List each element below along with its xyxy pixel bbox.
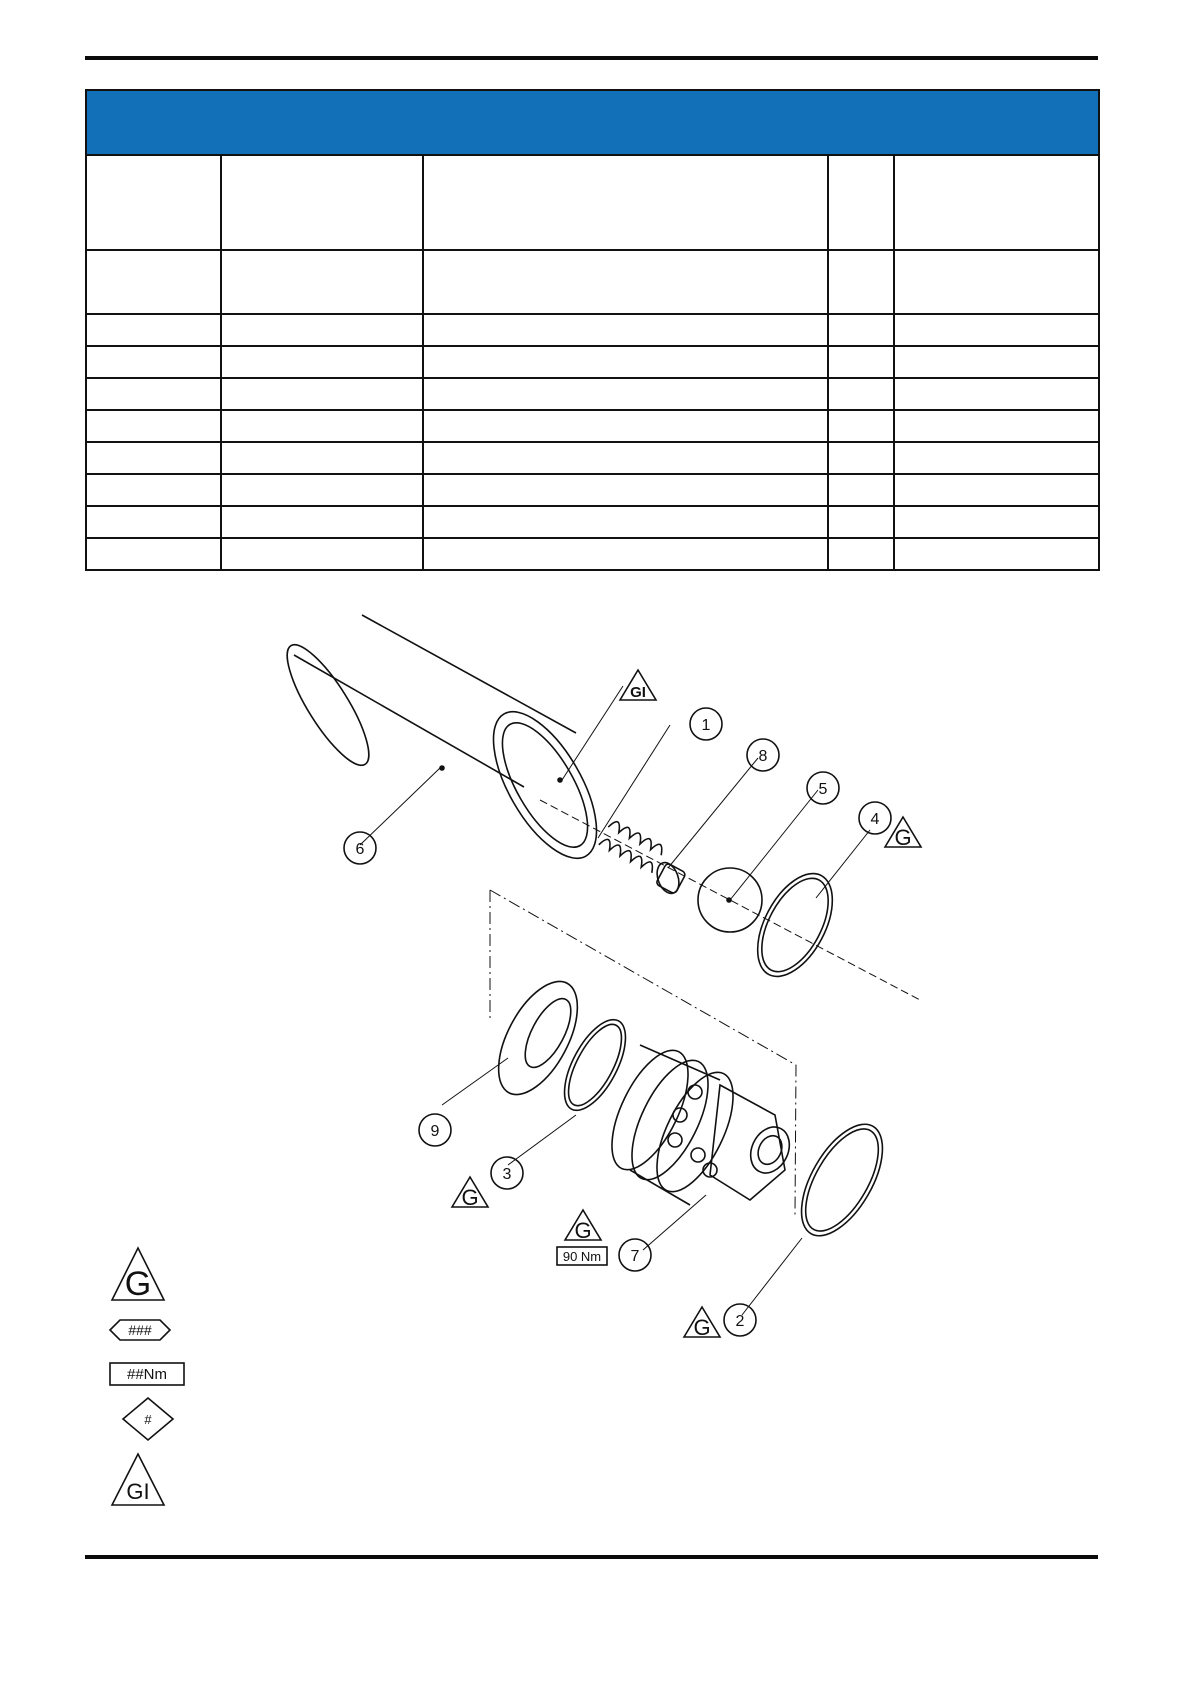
table-row xyxy=(86,506,1099,538)
grease-symbol: G xyxy=(574,1218,592,1243)
parts-table xyxy=(85,89,1100,571)
exploded-assembly-drawing xyxy=(300,610,912,1350)
grease-symbol: G xyxy=(461,1185,479,1210)
legend-symbol: # xyxy=(144,1412,152,1427)
table-row xyxy=(86,346,1099,378)
table-row xyxy=(86,155,1099,250)
grease-symbol: G xyxy=(693,1315,711,1340)
table-row xyxy=(86,474,1099,506)
part-4-oring xyxy=(742,861,848,988)
table-row xyxy=(86,538,1099,570)
balloon-label: 4 xyxy=(870,811,880,828)
balloon-label: 5 xyxy=(818,781,828,798)
balloon-label: 1 xyxy=(701,717,711,734)
part-7-valve-body xyxy=(596,1039,796,1205)
table-row xyxy=(86,410,1099,442)
bottom-rule xyxy=(85,1555,1098,1559)
torque-label: 90 Nm xyxy=(562,1249,602,1264)
table-row xyxy=(86,314,1099,346)
balloon-label: 8 xyxy=(758,748,768,765)
part-6-cylinder xyxy=(274,615,617,874)
part-1-spring xyxy=(599,819,666,873)
legend-symbol: G xyxy=(124,1265,152,1303)
balloon-label: 3 xyxy=(502,1166,512,1183)
legend-symbol: ### xyxy=(128,1322,152,1338)
symbol-legend xyxy=(100,1240,220,1510)
part-8-nozzle xyxy=(653,860,686,897)
assembly-svg xyxy=(300,610,912,1350)
legend-symbol: ##Nm xyxy=(126,1366,168,1383)
table-header-band xyxy=(86,90,1099,155)
part-3-oring xyxy=(552,1011,638,1120)
table-row xyxy=(86,250,1099,314)
part-9-washer xyxy=(482,969,593,1107)
table-row xyxy=(86,442,1099,474)
balloon-label: 9 xyxy=(430,1123,440,1140)
grease-inner-symbol: GI xyxy=(630,684,646,701)
grease-symbol: G xyxy=(894,825,912,850)
part-2-oring xyxy=(785,1111,899,1248)
balloon-label: 6 xyxy=(355,841,365,858)
legend-symbol: GI xyxy=(126,1479,150,1504)
legend-svg xyxy=(100,1240,220,1510)
balloon-label: 7 xyxy=(630,1248,640,1265)
balloon-label: 2 xyxy=(735,1313,745,1330)
table-row xyxy=(86,378,1099,410)
top-rule xyxy=(85,56,1098,60)
